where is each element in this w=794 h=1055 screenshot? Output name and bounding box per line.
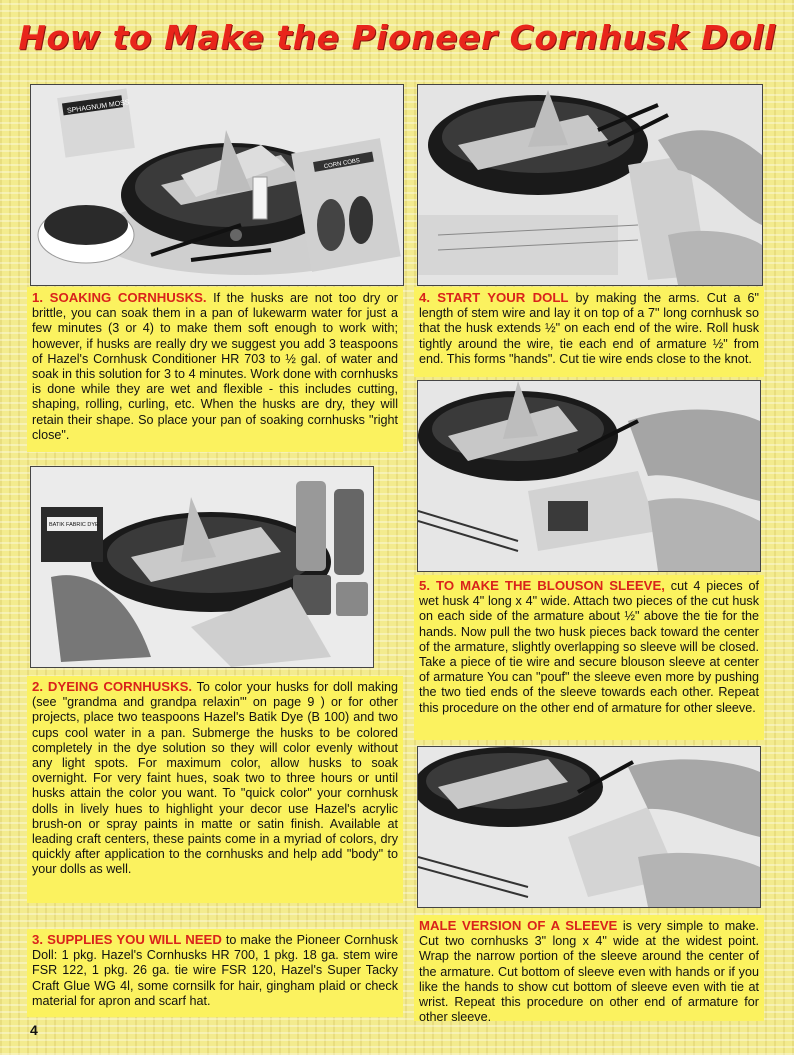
- step-3-text: [27, 929, 403, 1017]
- batik-label: BATIK FABRIC DYE: [49, 522, 99, 528]
- step-5-body: cut 4 pieces of wet husk 4" long x 4" wide. Attach two pieces of the cut husk on each side of the armature about ½" above the tie for the hands. Now pull the two husk pieces back toward the center of the armature, slightly overlapping so sleeve will be closed. Take a piece of tie wire and secure blouson sleeve at center of armature You can "pouf" the sleeve even more by pushing the two tied ends of the sleeve towards each other. Repeat this procedure on the other end of armature for other sleeve.: [419, 579, 759, 715]
- photo-soaking-supplies: [30, 84, 404, 286]
- step-4-text: [414, 287, 764, 377]
- photo-male-sleeve: [417, 746, 761, 908]
- step-4-body: by making the arms. Cut a 6" length of stem wire and lay it on top of a 7" long cornhusk so that the husk extends ½" on each end of the wire. Roll husk tightly around the wire, tie each end of armature ½" from end. This forms "hands". Cut tie wire ends close to the knot.: [419, 291, 759, 366]
- page-title: How to Make the Pioneer Cornhusk Doll: [18, 18, 776, 57]
- page-number: 4: [30, 1022, 38, 1038]
- step-3-body: to make the Pioneer Cornhusk Doll: 1 pkg. Hazel's Cornhusks HR 700, 1 pkg. 18 ga. stem wire FSR 122, 1 pkg. 26 ga. tie wire FSR 120, Hazel's Super Tacky Craft Glue WG 4l, some cornsilk for hair, gingham plaid or check material for apron and scarf hat.: [32, 933, 398, 1008]
- photo-soaking-supplies-image: [31, 85, 403, 285]
- step-6-heading: MALE VERSION OF A SLEEVE: [419, 918, 618, 933]
- step-6-text: [414, 915, 764, 1025]
- photo-blouson-sleeve-image: [418, 381, 760, 571]
- step-3-heading: 3. SUPPLIES YOU WILL NEED: [32, 932, 222, 947]
- step-2-heading: 2. DYEING CORNHUSKS.: [32, 679, 193, 694]
- step-5-heading: 5. TO MAKE THE BLOUSON SLEEVE,: [419, 578, 665, 593]
- step-5-text: [414, 575, 764, 740]
- photo-male-sleeve-image: [418, 747, 760, 907]
- photo-start-doll-image: [418, 85, 762, 285]
- corn-cobs-label: CORN COBS: [323, 157, 361, 171]
- photo-dyeing-supplies-image: [31, 467, 373, 667]
- step-6-body: is very simple to make. Cut two cornhusks 3" long x 4" wide at the widest point. Wrap the narrow portion of the sleeve around the center of the armature. Cut bottom of sleeve even with hands or if you like the hands to show cut bottom of sleeve even with tie at wrist. Repeat this procedure on other end of armature for other sleeve.: [419, 919, 760, 1025]
- step-4-heading: 4. START YOUR DOLL: [419, 290, 569, 305]
- step-1-text: [27, 287, 403, 452]
- photo-dyeing-supplies: [30, 466, 374, 668]
- step-1-heading: 1. SOAKING CORNHUSKS.: [32, 290, 207, 305]
- step-1-body: If the husks are not too dry or brittle, you can soak them in a pan of lukewarm water for just a few minutes (3 or 4) to make them soft enough to work with; however, if husks are really dry we suggest you add 3 teaspoons of Hazel's Cornhusk Conditioner HR 703 to ½ gal. of water and soak in this solution for 3 to 4 minutes. Work done with cornhusks is done while they are wet and flexible - this includes cutting, shaping, rolling, curling, etc. When the husks are dry, they will retain their shape. So place your pan of soaking cornhusks "right close".: [32, 291, 398, 442]
- step-2-text: [27, 676, 403, 903]
- sphagnum-label: SPHAGNUM MOSS: [66, 99, 130, 115]
- photo-blouson-sleeve: [417, 380, 761, 572]
- step-2-body: To color your husks for doll making (see "grandma and grandpa relaxin'" on page 9 ) or for other projects, place two teaspoons Hazel's Batik Dye (B 100) and two cups cool water in a pan. Submerge the husks to be colored completely in the dye solution so they will color evenly without any light spots. For maximum color, allow husks to soak overnight. For very faint hues, soak two to three hours or until husks attain the color you want. To "quick color" your cornhusk dolls in lively hues to highlight your decor use Hazel's acrylic brush-on or spray paints in matte or satin finish. Available at leading craft centers, these paints come in a myriad of colors, dry quickly after application to the cornhusks and help add "body" to your dolls as well.: [32, 680, 398, 877]
- photo-start-doll: [417, 84, 763, 286]
